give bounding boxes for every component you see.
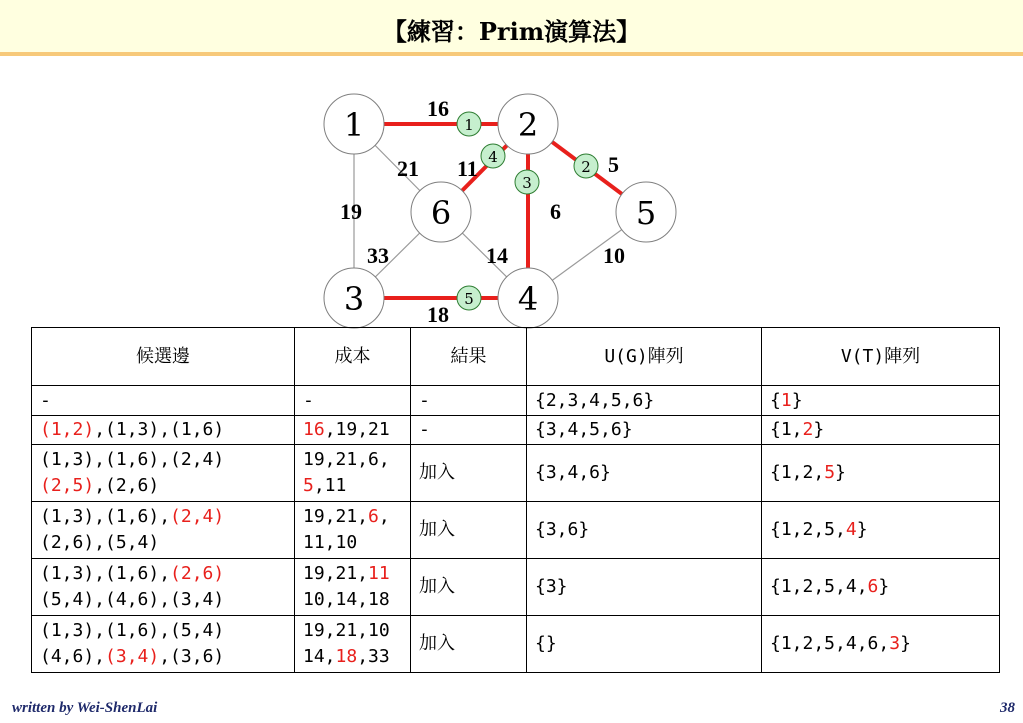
cell-line xyxy=(40,388,294,414)
cell-text: {1,2,5,4, xyxy=(770,576,868,597)
table-row xyxy=(32,416,1000,445)
node-1-label: 1 xyxy=(343,106,365,144)
order-marker-3-label: 3 xyxy=(522,174,532,192)
cell-u-array: {3,6} xyxy=(527,502,762,559)
cell-line xyxy=(303,618,410,644)
cell-result: 加入 xyxy=(411,559,527,616)
prim-steps-table xyxy=(31,327,1000,673)
cell-result: - xyxy=(411,416,527,445)
highlighted-text: 6 xyxy=(867,576,879,597)
page-number: 38 xyxy=(1000,700,1015,716)
weight-2-4: 6 xyxy=(550,199,561,224)
cell-line xyxy=(303,473,410,499)
cell-text: (5,4),(4,6),(3,4) xyxy=(40,589,225,610)
table-row xyxy=(32,559,1000,616)
cell-line xyxy=(303,447,410,473)
cell-u-array: {3,4,5,6} xyxy=(527,416,762,445)
cell-text: {1,2,5, xyxy=(770,519,846,540)
highlighted-text: (2,6) xyxy=(170,563,225,584)
highlighted-text: 5 xyxy=(824,462,836,483)
cell-text: (2,6),(5,4) xyxy=(40,532,160,553)
node-4 xyxy=(498,268,558,328)
cell-text: {1, xyxy=(770,419,803,440)
table-row xyxy=(32,616,1000,673)
cell-text: 11,10 xyxy=(303,532,358,553)
header-candidates: 候選邊 xyxy=(32,328,295,386)
highlighted-text: 18 xyxy=(335,646,358,667)
highlighted-text: 3 xyxy=(889,633,901,654)
order-marker-5-label: 5 xyxy=(464,290,474,308)
cell-text: 10,14,18 xyxy=(303,589,390,610)
node-5 xyxy=(616,182,676,242)
order-marker-1 xyxy=(457,112,481,136)
weight-2-5: 5 xyxy=(608,152,619,177)
cell-u-array: {} xyxy=(527,616,762,673)
node-6 xyxy=(411,182,471,242)
cell-text: (4,6), xyxy=(40,646,106,667)
cell-line xyxy=(303,561,410,587)
cell-text: ,(2,6) xyxy=(94,475,160,496)
cell-line xyxy=(40,504,294,530)
header-u-array: U(G)陣列 xyxy=(527,328,762,386)
highlighted-text: (1,2) xyxy=(40,419,95,440)
cell-text: (1,3),(1,6),(5,4) xyxy=(40,620,225,641)
cell-text: ,11 xyxy=(313,475,347,496)
highlighted-text: (3,4) xyxy=(105,646,160,667)
cell-v-array xyxy=(762,502,1000,559)
cell-text: - xyxy=(40,389,51,411)
weight-3-4: 18 xyxy=(427,302,449,327)
cell-text: 19,21,10 xyxy=(303,620,390,641)
cell-text: {1,2,5,4,6, xyxy=(770,633,890,654)
cell-v-array xyxy=(762,416,1000,445)
header-result: 結果 xyxy=(411,328,527,386)
cell-text: (1,3),(1,6), xyxy=(40,563,171,584)
page-title: 【練習：Prim演算法】 xyxy=(382,17,641,46)
cell-u-array: {3,4,6} xyxy=(527,445,762,502)
cell-line xyxy=(303,530,410,556)
order-marker-3 xyxy=(515,170,539,194)
table-header-row xyxy=(32,328,1000,386)
cell-u-array: {2,3,4,5,6} xyxy=(527,386,762,416)
highlighted-text: 11 xyxy=(368,563,390,584)
cell-result: 加入 xyxy=(411,502,527,559)
order-marker-2 xyxy=(574,154,598,178)
order-marker-4 xyxy=(481,144,505,168)
cell-text: 19,21, xyxy=(303,506,369,527)
cell-text: } xyxy=(813,419,825,440)
prim-graph-diagram xyxy=(0,0,1023,330)
cell-cost xyxy=(295,445,411,502)
cell-text: 19,21,6, xyxy=(303,449,390,470)
cell-text: ,33 xyxy=(357,646,390,667)
highlighted-text: 5 xyxy=(303,475,314,496)
cell-line xyxy=(40,587,294,613)
order-marker-4-label: 4 xyxy=(488,148,498,166)
cell-v-array xyxy=(762,386,1000,416)
cell-text: } xyxy=(856,519,868,540)
cell-v-array xyxy=(762,559,1000,616)
cell-candidates xyxy=(32,416,295,445)
cell-line xyxy=(40,561,294,587)
cell-line xyxy=(40,644,294,670)
cell-text: (1,3),(1,6), xyxy=(40,506,171,527)
cell-line xyxy=(303,587,410,613)
highlighted-text: 4 xyxy=(845,519,857,540)
cell-text: 14, xyxy=(303,646,336,667)
order-marker-2-label: 2 xyxy=(581,158,591,176)
weight-1-3: 19 xyxy=(340,199,362,224)
order-marker-5 xyxy=(457,286,481,310)
highlighted-text: 16 xyxy=(303,419,325,440)
cell-text: ,(3,6) xyxy=(159,646,225,667)
cell-text: } xyxy=(835,462,846,483)
highlighted-text: 1 xyxy=(780,389,792,411)
cell-line xyxy=(40,618,294,644)
cell-text: , xyxy=(378,506,390,527)
cell-cost xyxy=(295,559,411,616)
node-2-label: 2 xyxy=(517,106,539,144)
node-3 xyxy=(324,268,384,328)
table-row xyxy=(32,386,1000,416)
cell-v-array xyxy=(762,445,1000,502)
cell-line xyxy=(40,417,294,443)
cell-text: - xyxy=(303,389,314,411)
weight-1-6: 21 xyxy=(397,156,419,181)
cell-text: } xyxy=(900,633,911,654)
weight-4-6: 14 xyxy=(486,243,508,268)
cell-text: (1,3),(1,6),(2,4) xyxy=(40,449,225,470)
cell-text: 19,21, xyxy=(303,563,369,584)
cell-candidates xyxy=(32,616,295,673)
cell-v-array xyxy=(762,616,1000,673)
cell-line xyxy=(40,473,294,499)
weight-1-2: 16 xyxy=(427,96,449,121)
cell-text: } xyxy=(791,389,803,411)
node-6-label: 6 xyxy=(430,194,452,232)
cell-line xyxy=(303,417,410,443)
cell-text: { xyxy=(770,389,781,411)
cell-text: ,(1,3),(1,6) xyxy=(94,419,225,440)
table-row xyxy=(32,445,1000,502)
cell-candidates xyxy=(32,445,295,502)
cell-line xyxy=(303,644,410,670)
cell-line xyxy=(40,530,294,556)
table-row xyxy=(32,502,1000,559)
cell-candidates xyxy=(32,502,295,559)
header-cost: 成本 xyxy=(295,328,411,386)
cell-cost xyxy=(295,416,411,445)
highlighted-text: (2,5) xyxy=(40,475,95,496)
cell-text: {1,2, xyxy=(770,462,825,483)
cell-u-array: {3} xyxy=(527,559,762,616)
highlighted-text: 6 xyxy=(368,506,379,527)
node-4-label: 4 xyxy=(517,280,539,318)
weight-4-5: 10 xyxy=(603,243,625,268)
cell-candidates xyxy=(32,559,295,616)
order-marker-1-label: 1 xyxy=(464,116,474,134)
cell-result: 加入 xyxy=(411,445,527,502)
cell-text: } xyxy=(878,576,890,597)
footer-author: written by Wei-ShenLai xyxy=(12,700,158,716)
cell-line xyxy=(303,504,410,530)
cell-result: - xyxy=(411,386,527,416)
weight-2-6: 11 xyxy=(457,156,478,181)
weight-3-6: 33 xyxy=(367,243,389,268)
node-3-label: 3 xyxy=(343,280,365,318)
highlighted-text: (2,4) xyxy=(170,506,225,527)
node-2 xyxy=(498,94,558,154)
cell-cost xyxy=(295,386,411,416)
cell-cost xyxy=(295,502,411,559)
cell-cost xyxy=(295,616,411,673)
cell-text: ,19,21 xyxy=(324,419,390,440)
highlighted-text: 2 xyxy=(802,419,814,440)
cell-candidates xyxy=(32,386,295,416)
cell-result: 加入 xyxy=(411,616,527,673)
cell-line xyxy=(40,447,294,473)
node-1 xyxy=(324,94,384,154)
cell-line xyxy=(303,388,410,414)
header-v-array: V(T)陣列 xyxy=(762,328,1000,386)
node-5-label: 5 xyxy=(635,194,657,232)
